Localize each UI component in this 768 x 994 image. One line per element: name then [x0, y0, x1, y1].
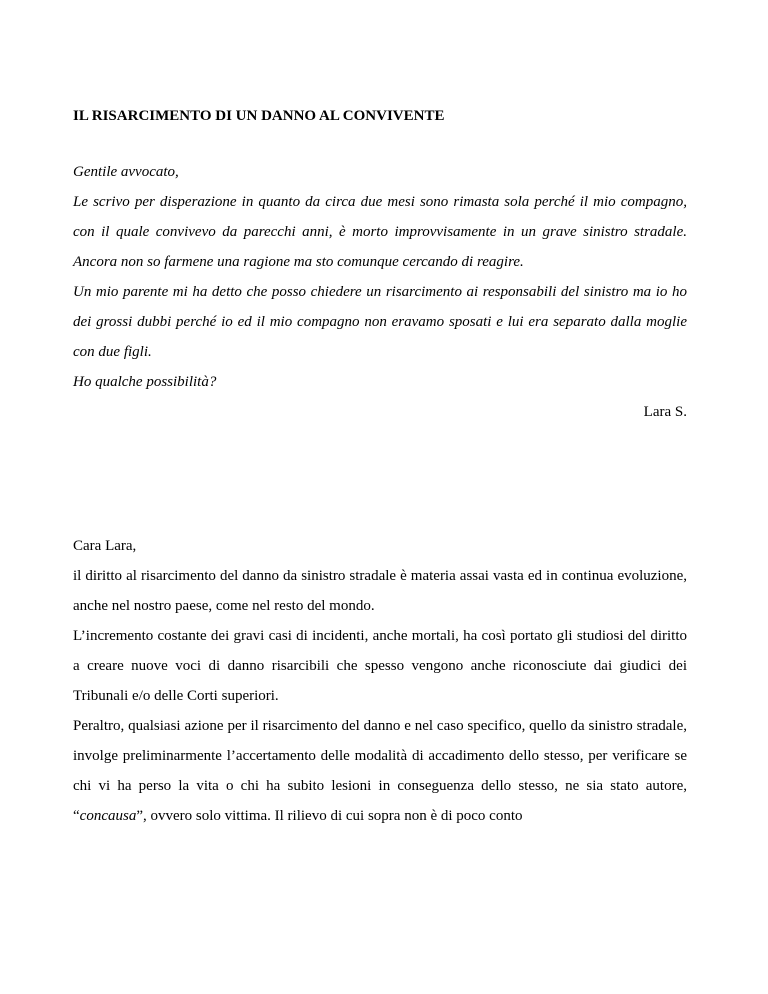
reply-paragraph-start: Peraltro, qualsiasi azione per il risarcimento del danno e nel caso specifico, quello da sinistro stradale, involge preliminarmente l’accertamento delle modalità di accadimento dello stesso, per verificare se chi vi ha perso la vita o chi ha subito lesioni in conseguenza dello stesso, ne sia stato autore, “ [73, 718, 687, 824]
reader-letter [73, 157, 687, 427]
letter-paragraph: Un mio parente mi ha detto che posso chiedere un risarcimento ai responsabili del sinistro ma io ho dei grossi dubbi perché io ed il mio compagno non eravamo sposati e lui era separato dalla moglie con due figli. [73, 284, 687, 360]
letter-question: Ho qualche possibilità? [73, 374, 217, 390]
reply-greeting: Cara Lara, [73, 538, 137, 554]
letter-paragraph: Le scrivo per disperazione in quanto da circa due mesi sono rimasta sola perché il mio compagno, con il quale convivevo da parecchi anni, è morto improvvisamente in un grave sinistro stradale. Ancora non so farmene una ragione ma sto comunque cercando di reagire. [73, 194, 687, 270]
reply-italic-term: concausa [79, 808, 137, 824]
reply-paragraph-end: ”, ovvero solo vittima. Il rilievo di cui sopra non è di poco conto [136, 808, 523, 824]
lawyer-reply [73, 531, 687, 831]
reply-paragraph: il diritto al risarcimento del danno da sinistro stradale è materia assai vasta ed in continua evoluzione, anche nel nostro paese, come nel resto del mondo. [73, 568, 687, 614]
reply-paragraph: L’incremento costante dei gravi casi di incidenti, anche mortali, ha così portato gli studiosi del diritto a creare nuove voci di danno risarcibili che spesso vengono anche riconosciute dai giudici dei Tribunali e/o delle Corti superiori. [73, 628, 687, 704]
letter-greeting: Gentile avvocato, [73, 164, 179, 180]
document-title: IL RISARCIMENTO DI UN DANNO AL CONVIVENTE [73, 108, 445, 124]
reply-paragraph [73, 711, 687, 831]
letter-signature: Lara S. [643, 404, 687, 420]
